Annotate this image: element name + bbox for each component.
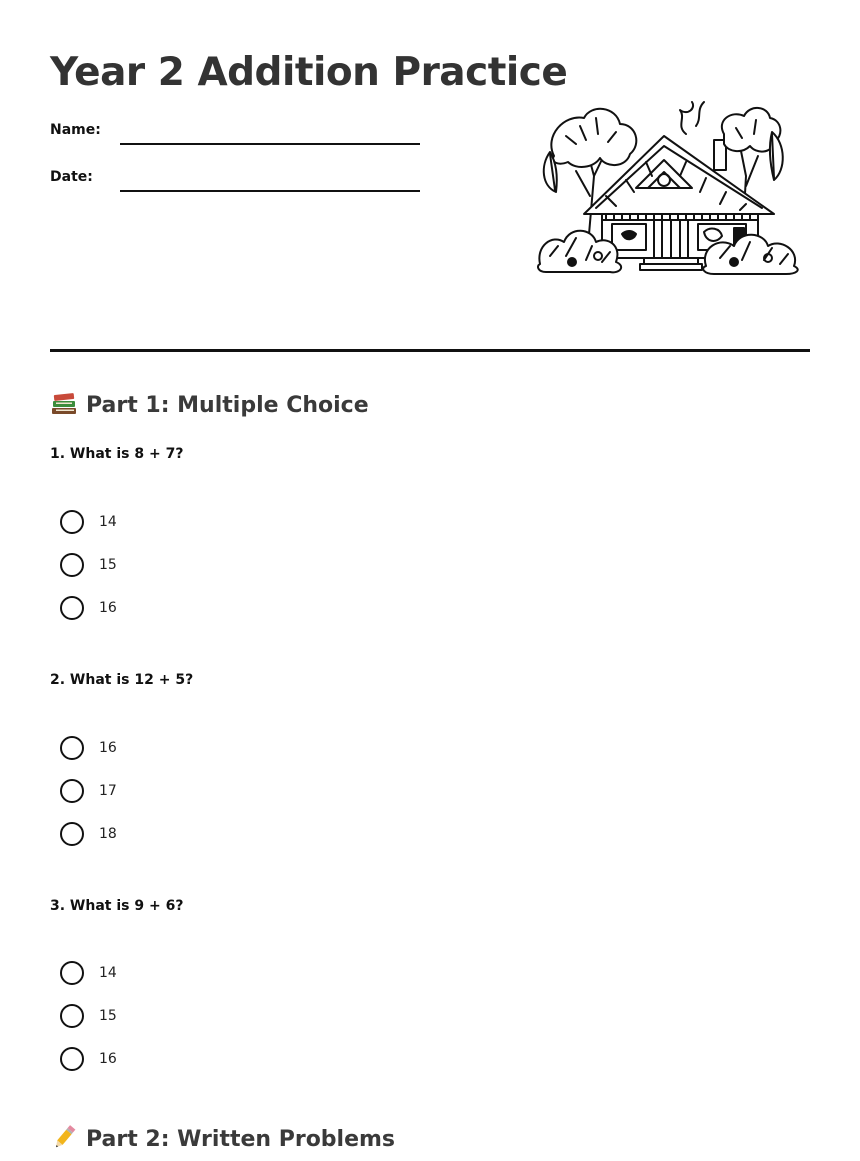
books-icon (50, 390, 78, 416)
cottage-illustration (536, 96, 804, 276)
q2-option-1[interactable] (60, 736, 117, 760)
date-field[interactable] (120, 190, 420, 192)
radio-button[interactable] (60, 510, 84, 534)
worksheet-title: Year 2 Addition Practice (50, 50, 568, 95)
radio-button[interactable] (60, 553, 84, 577)
option-label: 14 (99, 965, 117, 981)
option-label: 15 (99, 557, 117, 573)
date-label: Date: (50, 169, 93, 185)
option-label: 18 (99, 826, 117, 842)
option-label: 15 (99, 1008, 117, 1024)
q1-option-3[interactable] (60, 596, 117, 620)
name-field[interactable] (120, 143, 420, 145)
radio-button[interactable] (60, 736, 84, 760)
option-label: 17 (99, 783, 117, 799)
q2-option-3[interactable] (60, 822, 117, 846)
q3-option-3[interactable] (60, 1047, 117, 1071)
pencil-icon (50, 1124, 78, 1150)
radio-button[interactable] (60, 1004, 84, 1028)
radio-button[interactable] (60, 822, 84, 846)
q1-option-2[interactable] (60, 553, 117, 577)
radio-button[interactable] (60, 596, 84, 620)
part2-title-text: Part 2: Written Problems (86, 1127, 396, 1152)
option-label: 16 (99, 1051, 117, 1067)
q3-option-2[interactable] (60, 1004, 117, 1028)
question-2: 2. What is 12 + 5? (50, 672, 194, 688)
part1-title (50, 390, 369, 418)
section-divider (50, 349, 810, 352)
name-label: Name: (50, 122, 101, 138)
q3-option-1[interactable] (60, 961, 117, 985)
option-label: 16 (99, 740, 117, 756)
radio-button[interactable] (60, 1047, 84, 1071)
question-1: 1. What is 8 + 7? (50, 446, 184, 462)
radio-button[interactable] (60, 779, 84, 803)
option-label: 14 (99, 514, 117, 530)
option-label: 16 (99, 600, 117, 616)
q1-option-1[interactable] (60, 510, 117, 534)
part1-title-text: Part 1: Multiple Choice (86, 393, 369, 418)
part2-title (50, 1124, 395, 1152)
radio-button[interactable] (60, 961, 84, 985)
q2-option-2[interactable] (60, 779, 117, 803)
question-3: 3. What is 9 + 6? (50, 898, 184, 914)
